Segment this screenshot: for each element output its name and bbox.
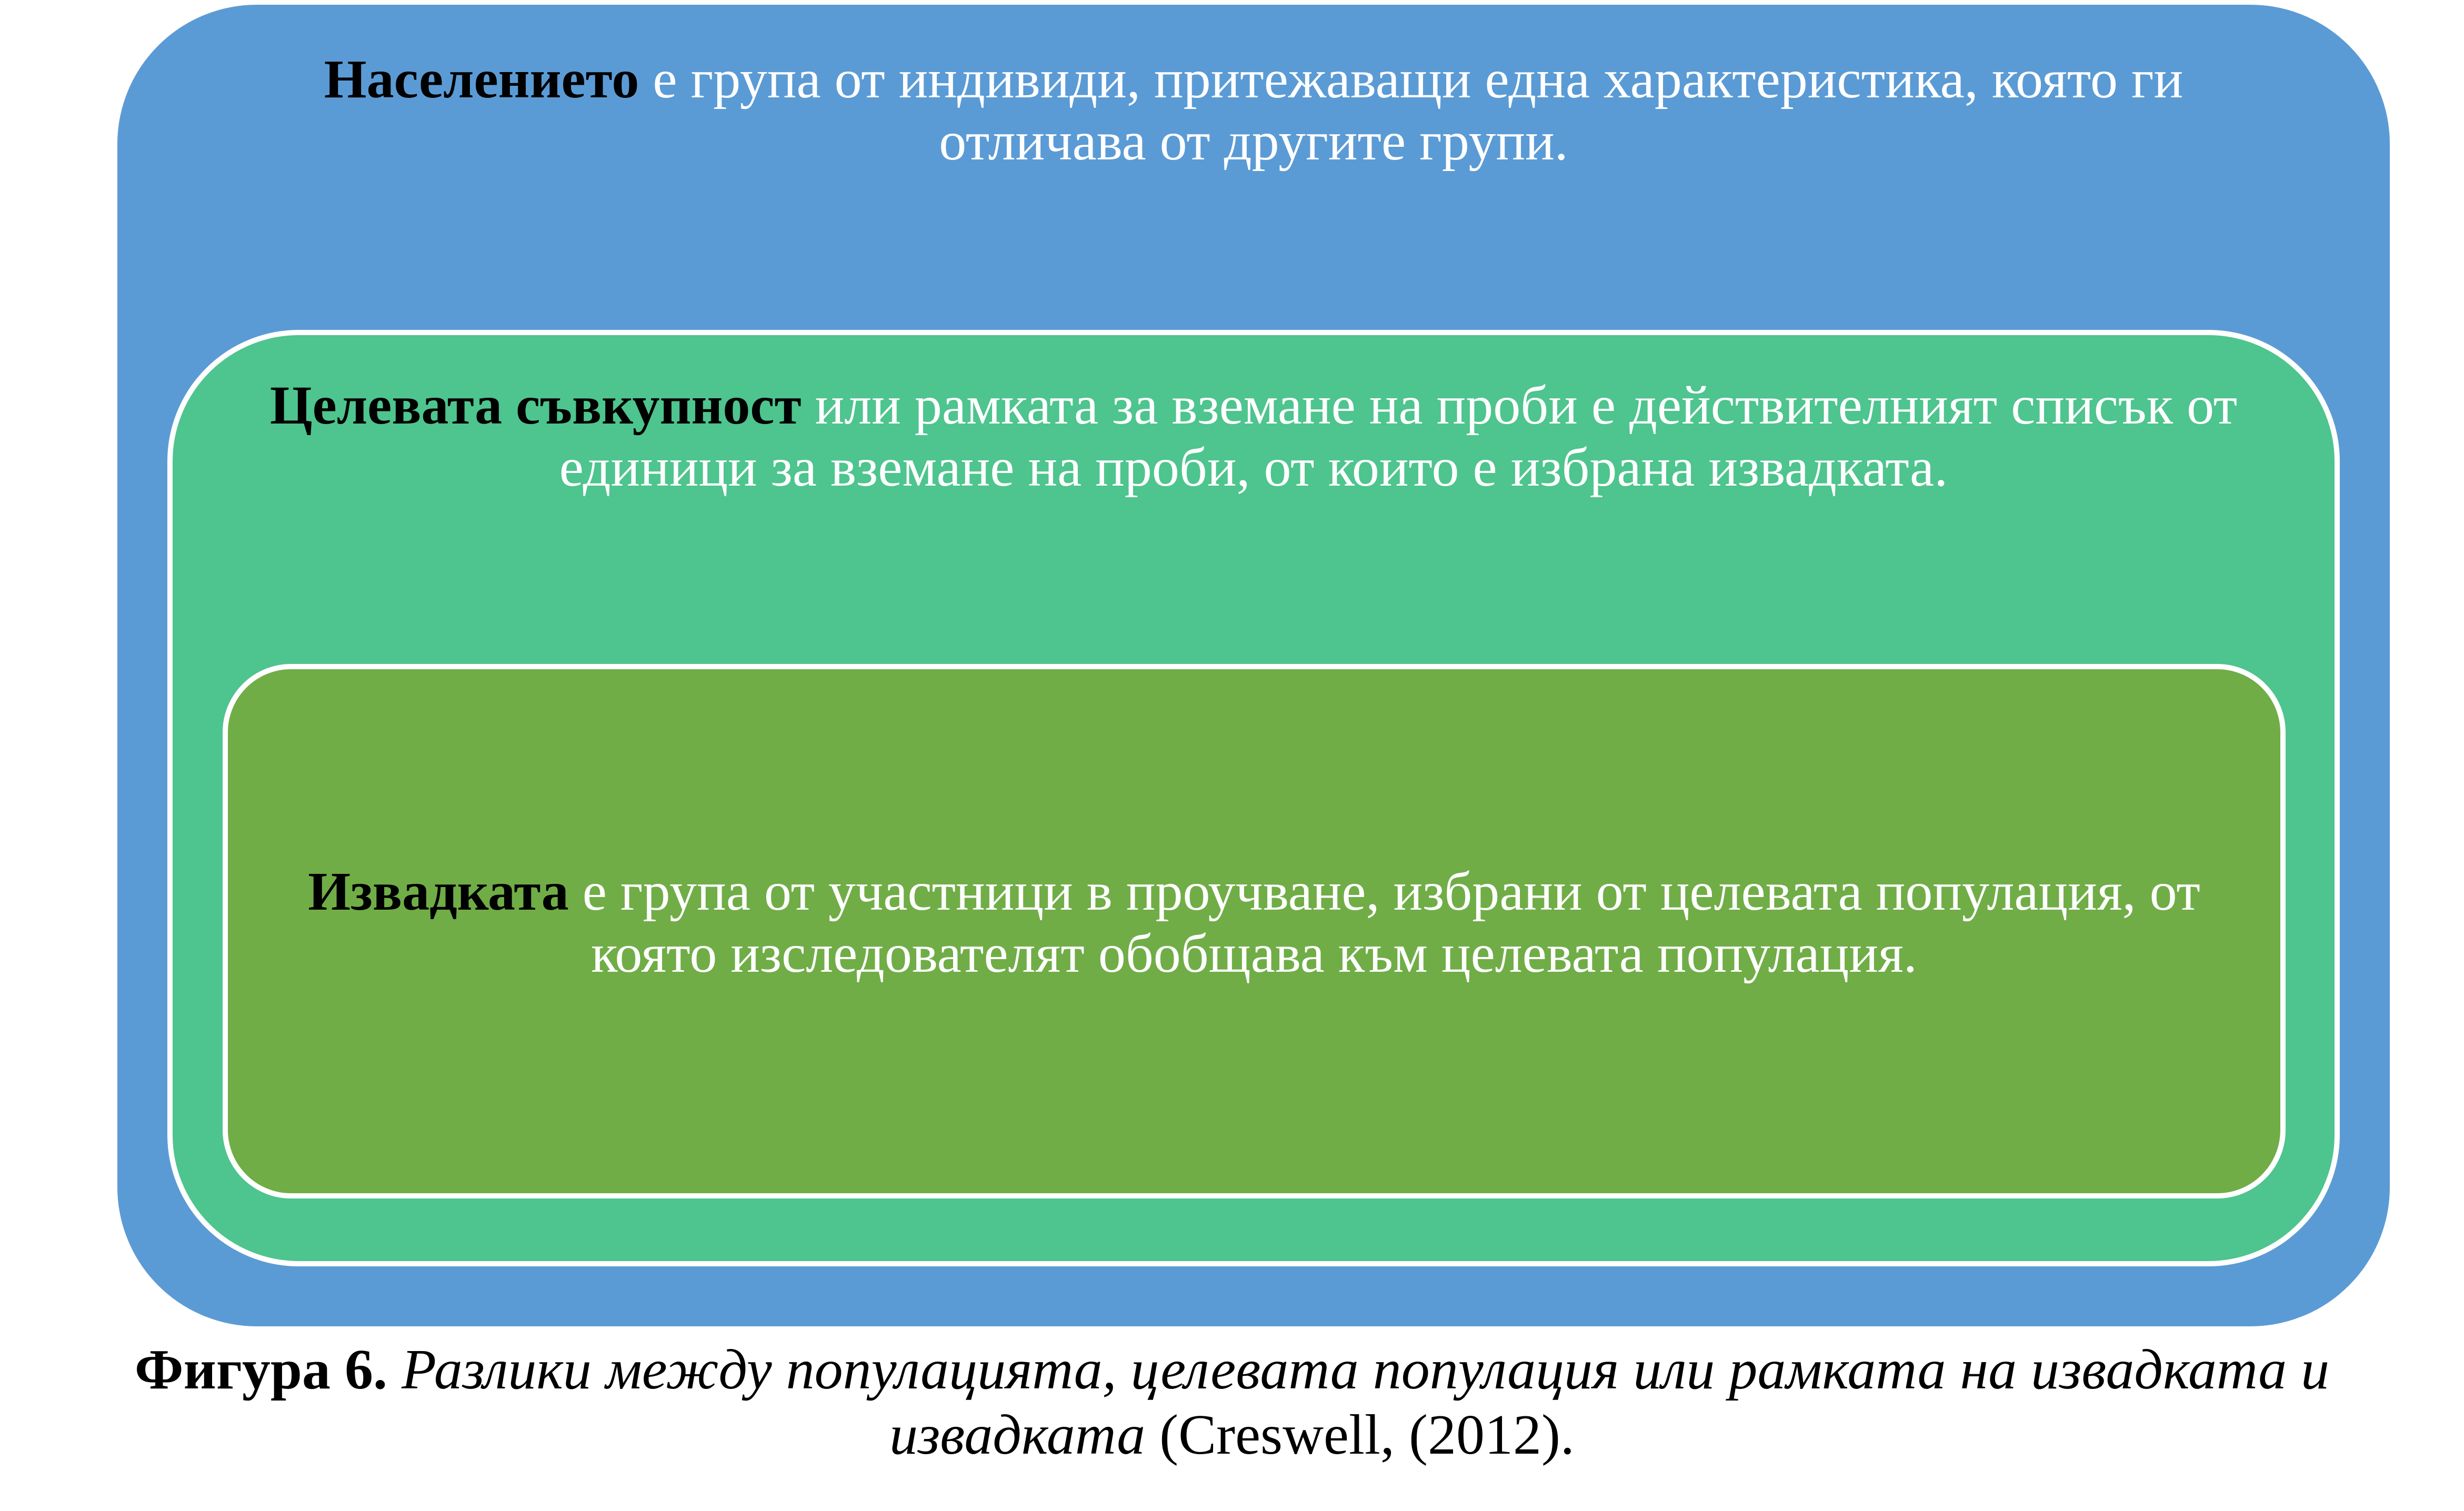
figure-label: Фигура 6. xyxy=(134,1338,387,1401)
population-term: Населението xyxy=(324,49,639,109)
population-definition xyxy=(246,48,2261,173)
target-population-definition xyxy=(220,375,2287,499)
target-population-term: Целевата съвкупност xyxy=(269,375,802,436)
figure-caption xyxy=(0,1337,2464,1468)
sample-definition xyxy=(249,861,2259,985)
population-description: е група от индивиди, притежаващи една характеристика, която ги отличава от другите групи. xyxy=(639,49,2183,172)
sample-description: е група от участници в проучване, избрани от целевата популация, от която изследователят обобщава към целевата популация. xyxy=(568,861,2200,984)
figure-title: Разлики между популацията, целевата популация или рамката на извадката и извадката xyxy=(387,1338,2330,1466)
figure-source: (Creswell, (2012). xyxy=(1145,1404,1575,1466)
sample-term: Извадката xyxy=(308,861,569,922)
target-population-description: или рамката за вземане на проби е действителният списък от единици за вземане на проби, от които е избрана извадката. xyxy=(559,375,2238,498)
